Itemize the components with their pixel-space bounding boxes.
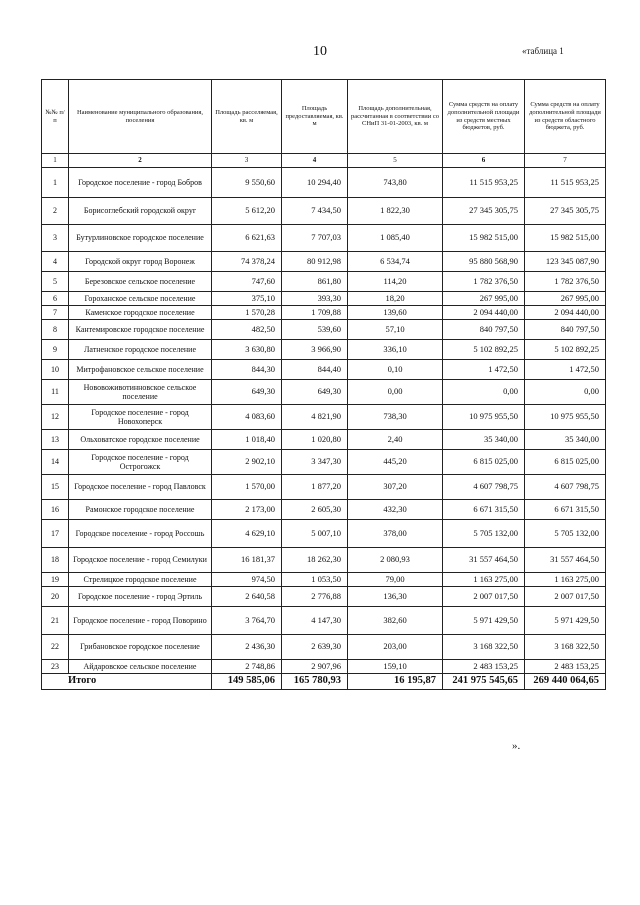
area-provided: 3 966,90 bbox=[282, 340, 348, 360]
regional-budget-amount: 2 094 440,00 bbox=[525, 306, 606, 320]
area-additional: 382,60 bbox=[348, 607, 443, 635]
local-budget-amount: 35 340,00 bbox=[443, 430, 525, 450]
area-relocated: 1 570,28 bbox=[212, 306, 282, 320]
index-cell: 2 bbox=[69, 154, 212, 168]
municipality-name: Нововоживотинновское сельское поселение bbox=[69, 380, 212, 405]
row-number: 10 bbox=[42, 360, 69, 380]
regional-budget-amount: 123 345 087,90 bbox=[525, 252, 606, 272]
row-number: 8 bbox=[42, 320, 69, 340]
local-budget-amount: 1 163 275,00 bbox=[443, 573, 525, 587]
header-cell: №№ п/п bbox=[42, 80, 69, 154]
municipality-name: Грибановское городское поселение bbox=[69, 635, 212, 660]
area-relocated: 2 436,30 bbox=[212, 635, 282, 660]
area-relocated: 375,10 bbox=[212, 292, 282, 306]
row-number: 1 bbox=[42, 168, 69, 198]
municipality-name: Городское поселение - город Россошь bbox=[69, 520, 212, 548]
row-number: 19 bbox=[42, 573, 69, 587]
regional-budget-amount: 267 995,00 bbox=[525, 292, 606, 306]
area-provided: 4 821,90 bbox=[282, 405, 348, 430]
table-row bbox=[42, 548, 606, 573]
table-row bbox=[42, 292, 606, 306]
area-additional: 738,30 bbox=[348, 405, 443, 430]
local-budget-amount: 2 094 440,00 bbox=[443, 306, 525, 320]
area-additional: 139,60 bbox=[348, 306, 443, 320]
area-additional: 2,40 bbox=[348, 430, 443, 450]
municipality-name: Каменское городское поселение bbox=[69, 306, 212, 320]
area-relocated: 844,30 bbox=[212, 360, 282, 380]
local-budget-amount: 4 607 798,75 bbox=[443, 475, 525, 500]
regional-budget-amount: 35 340,00 bbox=[525, 430, 606, 450]
area-provided: 2 605,30 bbox=[282, 500, 348, 520]
row-number: 20 bbox=[42, 587, 69, 607]
local-budget-amount: 0,00 bbox=[443, 380, 525, 405]
table-row bbox=[42, 380, 606, 405]
regional-budget-amount: 3 168 322,50 bbox=[525, 635, 606, 660]
area-relocated: 2 640,58 bbox=[212, 587, 282, 607]
local-budget-amount: 3 168 322,50 bbox=[443, 635, 525, 660]
municipality-name: Городское поселение - город Поворино bbox=[69, 607, 212, 635]
table-row bbox=[42, 405, 606, 430]
local-budget-amount: 267 995,00 bbox=[443, 292, 525, 306]
area-provided: 844,40 bbox=[282, 360, 348, 380]
municipality-name: Городское поселение - город Бобров bbox=[69, 168, 212, 198]
area-additional: 432,30 bbox=[348, 500, 443, 520]
area-provided: 393,30 bbox=[282, 292, 348, 306]
area-additional: 1 822,30 bbox=[348, 198, 443, 225]
area-provided: 2 776,88 bbox=[282, 587, 348, 607]
total-row bbox=[42, 674, 606, 690]
table-row bbox=[42, 635, 606, 660]
regional-budget-amount: 1 163 275,00 bbox=[525, 573, 606, 587]
table-caption: «таблица 1 bbox=[522, 46, 564, 56]
regional-budget-amount: 1 782 376,50 bbox=[525, 272, 606, 292]
area-additional: 57,10 bbox=[348, 320, 443, 340]
data-table bbox=[41, 79, 606, 690]
area-additional: 6 534,74 bbox=[348, 252, 443, 272]
total-cell: 165 780,93 bbox=[282, 674, 348, 690]
municipality-name: Городской округ город Воронеж bbox=[69, 252, 212, 272]
row-number: 18 bbox=[42, 548, 69, 573]
local-budget-amount: 27 345 305,75 bbox=[443, 198, 525, 225]
local-budget-amount: 10 975 955,50 bbox=[443, 405, 525, 430]
index-cell: 6 bbox=[443, 154, 525, 168]
row-number: 6 bbox=[42, 292, 69, 306]
municipality-name: Городское поселение - город Эртиль bbox=[69, 587, 212, 607]
area-additional: 743,80 bbox=[348, 168, 443, 198]
area-relocated: 3 630,80 bbox=[212, 340, 282, 360]
area-relocated: 1 570,00 bbox=[212, 475, 282, 500]
local-budget-amount: 6 671 315,50 bbox=[443, 500, 525, 520]
area-additional: 336,10 bbox=[348, 340, 443, 360]
area-additional: 114,20 bbox=[348, 272, 443, 292]
regional-budget-amount: 0,00 bbox=[525, 380, 606, 405]
municipality-name: Борисоглебский городской округ bbox=[69, 198, 212, 225]
page-number: 10 bbox=[313, 44, 327, 59]
table-row bbox=[42, 500, 606, 520]
closing-mark: ». bbox=[512, 740, 521, 752]
regional-budget-amount: 5 102 892,25 bbox=[525, 340, 606, 360]
header-cell: Сумма средств на оплату дополнительной площади из средств областного бюджета, руб. bbox=[525, 80, 606, 154]
regional-budget-amount: 5 705 132,00 bbox=[525, 520, 606, 548]
row-number: 2 bbox=[42, 198, 69, 225]
table-row bbox=[42, 475, 606, 500]
area-relocated: 4 083,60 bbox=[212, 405, 282, 430]
total-cell: 269 440 064,65 bbox=[525, 674, 606, 690]
table-row bbox=[42, 272, 606, 292]
area-relocated: 2 173,00 bbox=[212, 500, 282, 520]
regional-budget-amount: 1 472,50 bbox=[525, 360, 606, 380]
area-relocated: 2 748,86 bbox=[212, 660, 282, 674]
area-provided: 18 262,30 bbox=[282, 548, 348, 573]
table-row bbox=[42, 587, 606, 607]
local-budget-amount: 2 483 153,25 bbox=[443, 660, 525, 674]
table-row bbox=[42, 306, 606, 320]
local-budget-amount: 5 102 892,25 bbox=[443, 340, 525, 360]
row-number: 16 bbox=[42, 500, 69, 520]
header-cell: Площадь дополнительная, рассчитанная в соответствии со СНиП 31-01-2003, кв. м bbox=[348, 80, 443, 154]
total-cell: 149 585,06 bbox=[212, 674, 282, 690]
index-cell: 1 bbox=[42, 154, 69, 168]
row-number: 11 bbox=[42, 380, 69, 405]
area-provided: 4 147,30 bbox=[282, 607, 348, 635]
regional-budget-amount: 6 815 025,00 bbox=[525, 450, 606, 475]
table-row bbox=[42, 320, 606, 340]
area-additional: 445,20 bbox=[348, 450, 443, 475]
local-budget-amount: 31 557 464,50 bbox=[443, 548, 525, 573]
total-cell: 241 975 545,65 bbox=[443, 674, 525, 690]
area-provided: 2 639,30 bbox=[282, 635, 348, 660]
index-cell: 5 bbox=[348, 154, 443, 168]
table-row bbox=[42, 430, 606, 450]
regional-budget-amount: 2 483 153,25 bbox=[525, 660, 606, 674]
area-relocated: 5 612,20 bbox=[212, 198, 282, 225]
area-provided: 861,80 bbox=[282, 272, 348, 292]
area-provided: 2 907,96 bbox=[282, 660, 348, 674]
row-number: 4 bbox=[42, 252, 69, 272]
table-row bbox=[42, 360, 606, 380]
area-provided: 80 912,98 bbox=[282, 252, 348, 272]
header-cell: Площадь предоставляемая, кв. м bbox=[282, 80, 348, 154]
municipality-name: Гороханское сельское поселение bbox=[69, 292, 212, 306]
column-index-row bbox=[42, 154, 606, 168]
regional-budget-amount: 11 515 953,25 bbox=[525, 168, 606, 198]
regional-budget-amount: 10 975 955,50 bbox=[525, 405, 606, 430]
area-provided: 539,60 bbox=[282, 320, 348, 340]
index-cell: 7 bbox=[525, 154, 606, 168]
area-relocated: 6 621,63 bbox=[212, 225, 282, 252]
row-number: 15 bbox=[42, 475, 69, 500]
row-number: 7 bbox=[42, 306, 69, 320]
municipality-name: Бутурлиновское городское поселение bbox=[69, 225, 212, 252]
municipality-name: Латненское городское поселение bbox=[69, 340, 212, 360]
area-additional: 203,00 bbox=[348, 635, 443, 660]
area-additional: 0,10 bbox=[348, 360, 443, 380]
header-cell: Сумма средств на оплату дополнительной площади из средств местных бюджетов, руб. bbox=[443, 80, 525, 154]
regional-budget-amount: 2 007 017,50 bbox=[525, 587, 606, 607]
regional-budget-amount: 15 982 515,00 bbox=[525, 225, 606, 252]
index-cell: 4 bbox=[282, 154, 348, 168]
area-relocated: 747,60 bbox=[212, 272, 282, 292]
area-provided: 3 347,30 bbox=[282, 450, 348, 475]
area-provided: 649,30 bbox=[282, 380, 348, 405]
table-row bbox=[42, 607, 606, 635]
area-provided: 7 434,50 bbox=[282, 198, 348, 225]
table-row bbox=[42, 225, 606, 252]
table-row bbox=[42, 340, 606, 360]
row-number: 23 bbox=[42, 660, 69, 674]
index-cell: 3 bbox=[212, 154, 282, 168]
regional-budget-amount: 4 607 798,75 bbox=[525, 475, 606, 500]
table-row bbox=[42, 573, 606, 587]
municipality-name: Березовское сельское поселение bbox=[69, 272, 212, 292]
regional-budget-amount: 27 345 305,75 bbox=[525, 198, 606, 225]
local-budget-amount: 840 797,50 bbox=[443, 320, 525, 340]
table-row bbox=[42, 660, 606, 674]
area-additional: 159,10 bbox=[348, 660, 443, 674]
municipality-name: Городское поселение - город Острогожск bbox=[69, 450, 212, 475]
area-additional: 18,20 bbox=[348, 292, 443, 306]
row-number: 21 bbox=[42, 607, 69, 635]
local-budget-amount: 6 815 025,00 bbox=[443, 450, 525, 475]
area-relocated: 3 764,70 bbox=[212, 607, 282, 635]
local-budget-amount: 95 880 568,90 bbox=[443, 252, 525, 272]
regional-budget-amount: 5 971 429,50 bbox=[525, 607, 606, 635]
table-row bbox=[42, 450, 606, 475]
area-relocated: 974,50 bbox=[212, 573, 282, 587]
area-additional: 0,00 bbox=[348, 380, 443, 405]
area-provided: 5 007,10 bbox=[282, 520, 348, 548]
local-budget-amount: 2 007 017,50 bbox=[443, 587, 525, 607]
local-budget-amount: 1 782 376,50 bbox=[443, 272, 525, 292]
area-additional: 378,00 bbox=[348, 520, 443, 548]
area-relocated: 16 181,37 bbox=[212, 548, 282, 573]
regional-budget-amount: 6 671 315,50 bbox=[525, 500, 606, 520]
area-relocated: 2 902,10 bbox=[212, 450, 282, 475]
area-additional: 1 085,40 bbox=[348, 225, 443, 252]
area-relocated: 649,30 bbox=[212, 380, 282, 405]
local-budget-amount: 5 705 132,00 bbox=[443, 520, 525, 548]
row-number: 17 bbox=[42, 520, 69, 548]
area-provided: 1 877,20 bbox=[282, 475, 348, 500]
area-provided: 1 053,50 bbox=[282, 573, 348, 587]
municipality-name: Рамонское городское поселение bbox=[69, 500, 212, 520]
row-number: 9 bbox=[42, 340, 69, 360]
header-cell: Площадь расселяемая, кв. м bbox=[212, 80, 282, 154]
area-provided: 1 709,88 bbox=[282, 306, 348, 320]
area-additional: 136,30 bbox=[348, 587, 443, 607]
row-number: 14 bbox=[42, 450, 69, 475]
row-number: 5 bbox=[42, 272, 69, 292]
municipality-name: Митрофановское сельское поселение bbox=[69, 360, 212, 380]
area-provided: 10 294,40 bbox=[282, 168, 348, 198]
header-row bbox=[42, 80, 606, 154]
area-additional: 79,00 bbox=[348, 573, 443, 587]
area-provided: 1 020,80 bbox=[282, 430, 348, 450]
municipality-name: Городское поселение - город Семилуки bbox=[69, 548, 212, 573]
local-budget-amount: 11 515 953,25 bbox=[443, 168, 525, 198]
local-budget-amount: 1 472,50 bbox=[443, 360, 525, 380]
municipality-name: Городское поселение - город Павловск bbox=[69, 475, 212, 500]
municipality-name: Кантемировское городское поселение bbox=[69, 320, 212, 340]
regional-budget-amount: 31 557 464,50 bbox=[525, 548, 606, 573]
area-additional: 2 080,93 bbox=[348, 548, 443, 573]
row-number: 3 bbox=[42, 225, 69, 252]
row-number: 22 bbox=[42, 635, 69, 660]
area-additional: 307,20 bbox=[348, 475, 443, 500]
area-relocated: 9 550,60 bbox=[212, 168, 282, 198]
area-relocated: 1 018,40 bbox=[212, 430, 282, 450]
row-number: 13 bbox=[42, 430, 69, 450]
total-label: Итого bbox=[42, 674, 212, 690]
row-number: 12 bbox=[42, 405, 69, 430]
table-row bbox=[42, 168, 606, 198]
local-budget-amount: 15 982 515,00 bbox=[443, 225, 525, 252]
area-provided: 7 707,03 bbox=[282, 225, 348, 252]
area-relocated: 74 378,24 bbox=[212, 252, 282, 272]
municipality-name: Айдаровское сельское поселение bbox=[69, 660, 212, 674]
table-row bbox=[42, 520, 606, 548]
municipality-name: Городское поселение - город Новохоперск bbox=[69, 405, 212, 430]
table-row bbox=[42, 252, 606, 272]
municipality-name: Стрелицкое городское поселение bbox=[69, 573, 212, 587]
area-relocated: 482,50 bbox=[212, 320, 282, 340]
total-cell: 16 195,87 bbox=[348, 674, 443, 690]
area-relocated: 4 629,10 bbox=[212, 520, 282, 548]
header-cell: Наименование муниципального образования, поселения bbox=[69, 80, 212, 154]
regional-budget-amount: 840 797,50 bbox=[525, 320, 606, 340]
municipality-name: Ольховатское городское поселение bbox=[69, 430, 212, 450]
local-budget-amount: 5 971 429,50 bbox=[443, 607, 525, 635]
table-row bbox=[42, 198, 606, 225]
